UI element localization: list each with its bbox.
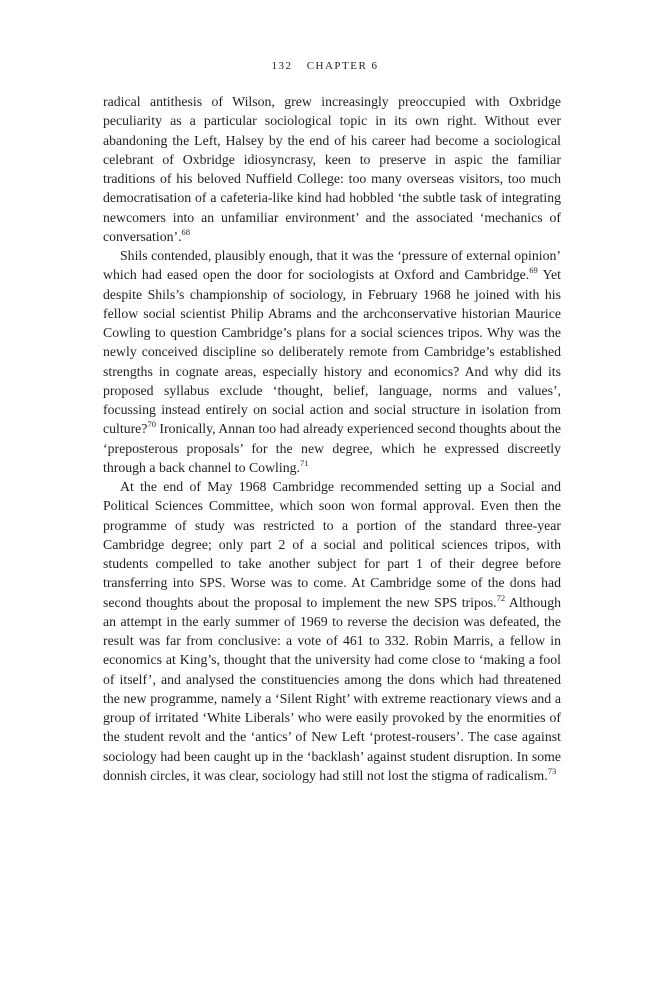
paragraph-2-text-c: Ironically, Annan too had already experienced second thoughts about the ‘preposterous proposals’ for the new degree, which he expressed discreetly through a back channel to Cowling. <box>103 421 561 475</box>
body-text <box>103 92 561 785</box>
paragraph-1-text: radical antithesis of Wilson, grew increasingly preoccupied with Oxbridge peculiarity as a particular sociological topic in its own right. Without ever abandoning the Left, Halsey by the end of his career had become a sociological celebrant of Oxbridge idiosyncrasy, keen to preserve in aspic the familiar traditions of his beloved Nuffield College: too many overseas visitors, too much democratisation of a cafeteria-like kind had hobbled ‘the subtle task of integrating newcomers into an unfamiliar environment’ and the associated ‘mechanics of conversation’. <box>103 94 561 244</box>
paragraph-1 <box>103 92 561 246</box>
chapter-title: CHAPTER 6 <box>306 60 379 72</box>
footnote-ref-70[interactable]: 70 <box>147 419 156 430</box>
paragraph-2-text-a: Shils contended, plausibly enough, that it was the ‘pressure of external opinion’ which had eased open the door for sociologists at Oxford and Cambridge. <box>103 248 561 283</box>
running-head <box>0 60 650 72</box>
paragraph-3 <box>103 477 561 785</box>
paragraph-2-text-b: Yet despite Shils’s championship of sociology, in February 1968 he joined with his fellow social scientist Philip Abrams and the archconservative historian Maurice Cowling to question Cambridge’s plans for a social sciences tripos. Why was the newly conceived discipline so deliberately remote from Cambridge’s established strengths in cognate areas, especially history and economics? And why did its proposed syllabus exclude ‘thought, belief, language, norms and values’, focussing instead entirely on social action and social structure in isolation from culture? <box>103 267 561 437</box>
footnote-ref-69[interactable]: 69 <box>529 265 538 276</box>
footnote-ref-71[interactable]: 71 <box>299 457 309 468</box>
footnote-ref-73[interactable]: 73 <box>547 765 557 776</box>
footnote-ref-68[interactable]: 68 <box>181 226 191 237</box>
page-number: 132 <box>271 60 293 72</box>
paragraph-2 <box>103 246 561 477</box>
footnote-ref-72[interactable]: 72 <box>496 592 506 603</box>
paragraph-3-text-b: Although an attempt in the early summer of 1969 to reverse the decision was defeated, the result was far from conclusive: a vote of 461 to 332. Robin Marris, a fellow in economics at King’s, thought that the university had come close to ‘making a fool of itself’, and analysed the constituencies among the dons which had threatened the new programme, namely a ‘Silent Right’ with extreme reactionary views and a group of irritated ‘White Liberals’ who were easily provoked by the enormities of the student revolt and the ‘antics’ of New Left ‘protest-rousers’. The case against sociology had been caught up in the ‘backlash’ against student disruption. In some donnish circles, it was clear, sociology had still not lost the stigma of radicalism. <box>103 594 561 783</box>
paragraph-3-text-a: At the end of May 1968 Cambridge recommended setting up a Social and Political Sciences Committee, which soon won formal approval. Even then the programme of study was restricted to a portion of the standard three-year Cambridge degree; only part 2 of a social and political sciences tripos, with students compelled to take another subject for part 1 of their degree before transferring into SPS. Worse was to come. At Cambridge some of the dons had second thoughts about the proposal to implement the new SPS tripos. <box>103 479 561 610</box>
